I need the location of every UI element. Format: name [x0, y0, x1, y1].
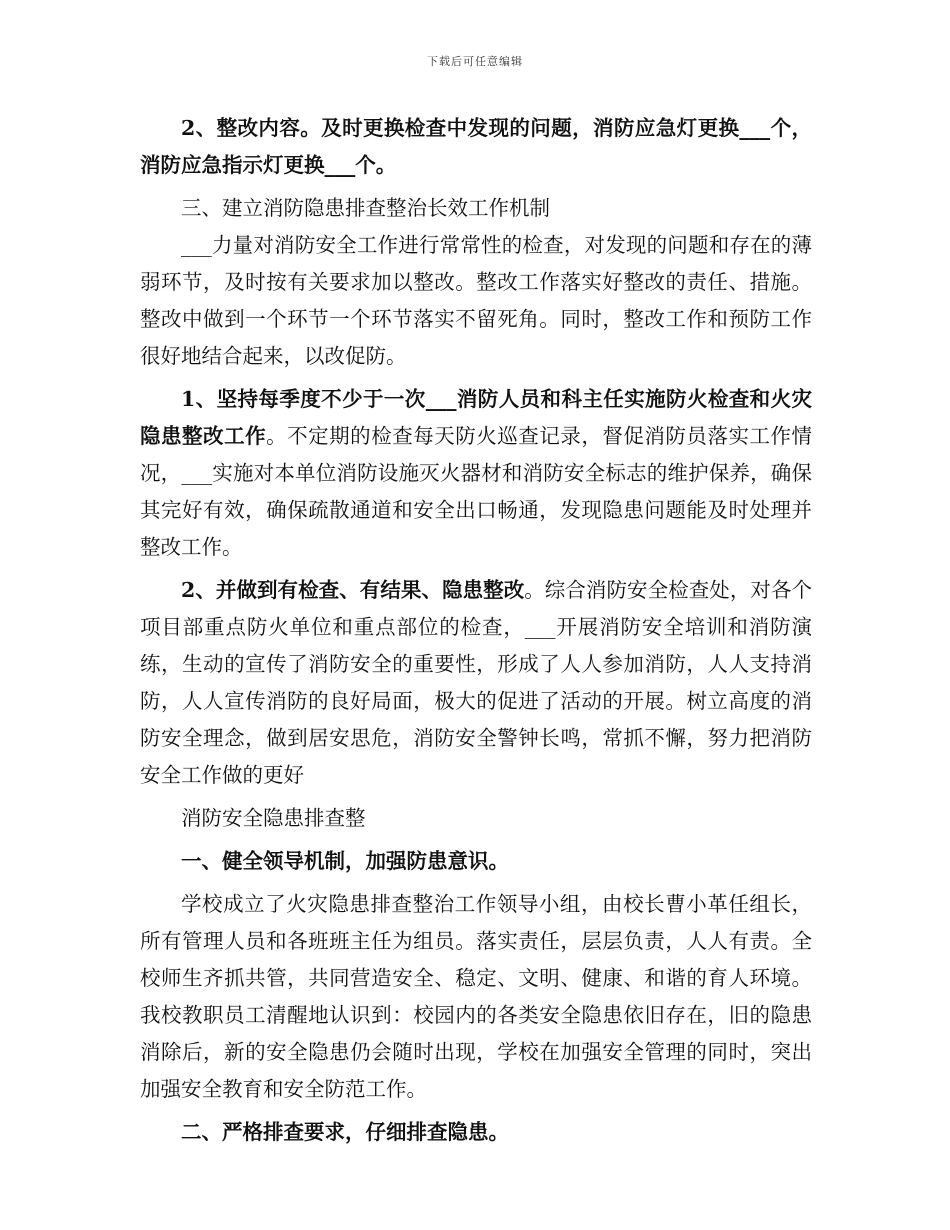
- paragraph-regular-inspection: [140, 227, 812, 375]
- paragraph-text: ___力量对消防安全工作进行常常性的检查，对发现的问题和存在的薄弱环节，及时按有关要求加以整改。整改工作落实好整改的责任、措施。整改中做到一个环节一个环节落实不留死角。同时，整改工作和预防工作很好地结合起来，以改促防。: [140, 233, 812, 368]
- section-heading-text: 三、建立消防隐患排查整治长效工作机制: [181, 196, 550, 220]
- paragraph-rectification-content: [140, 110, 812, 184]
- paragraph-text: 2、整改内容。及时更换检查中发现的问题，消防应急灯更换___个，消防应急指示灯更换___个。: [140, 116, 812, 177]
- paragraph-check-results: [140, 572, 812, 794]
- paragraph-lead-bold: 2、并做到有检查、有结果、隐患整改: [181, 578, 525, 602]
- document-body: [140, 110, 812, 1151]
- subtitle-fire-safety-check: [140, 800, 812, 837]
- section-heading-text: 一、健全领导机制，加强防患意识。: [181, 849, 509, 873]
- paragraph-text: 。综合消防安全检查处，对各个项目部重点防火单位和重点部位的检查，___开展消防安全培训和消防演练，生动的宣传了消防安全的重要性，形成了人人参加消防，人人支持消防，人人宣传消防的良好局面，极大的促进了活动的开展。树立高度的消防安全理念，做到居安思危，消防安全警钟长鸣，常抓不懈，努力把消防安全工作做的更好: [140, 578, 813, 787]
- paragraph-text: 学校成立了火灾隐患排查整治工作领导小组，由校长曹小革任组长，所有管理人员和各班班主任为组员。落实责任，层层负责，人人有责。全校师生齐抓共管，共同营造安全、稳定、文明、健康、和谐的育人环境。我校教职员工清醒地认识到：校园内的各类安全隐患依旧存在，旧的隐患消除后，新的安全隐患仍会随时出现，学校在加强安全管理的同时，突出加强安全教育和安全防范工作。: [140, 892, 812, 1101]
- section-heading-leadership: [140, 843, 812, 880]
- subtitle-text: 消防安全隐患排查整: [181, 806, 366, 830]
- paragraph-school-team: [140, 886, 812, 1108]
- paragraph-lead-bold: 1、坚持每季度不少于一次___消防人员和科主任实施防火检查和火灾隐患整改工作: [140, 387, 812, 448]
- section-heading-text: 二、严格排查要求，仔细排查隐患。: [181, 1120, 509, 1144]
- paragraph-quarterly-inspection: [140, 381, 812, 566]
- section-heading-strict-check: [140, 1114, 812, 1151]
- paragraph-text: 。不定期的检查每天防火巡查记录，督促消防员落实工作情况，___实施对本单位消防设施灭火器材和消防安全标志的维护保养，确保其完好有效，确保疏散通道和安全出口畅通，发现隐患问题能及时处理并整改工作。: [140, 424, 813, 559]
- section-heading-mechanism: [140, 190, 812, 227]
- page-header-note: 下载后可任意编辑: [427, 55, 523, 68]
